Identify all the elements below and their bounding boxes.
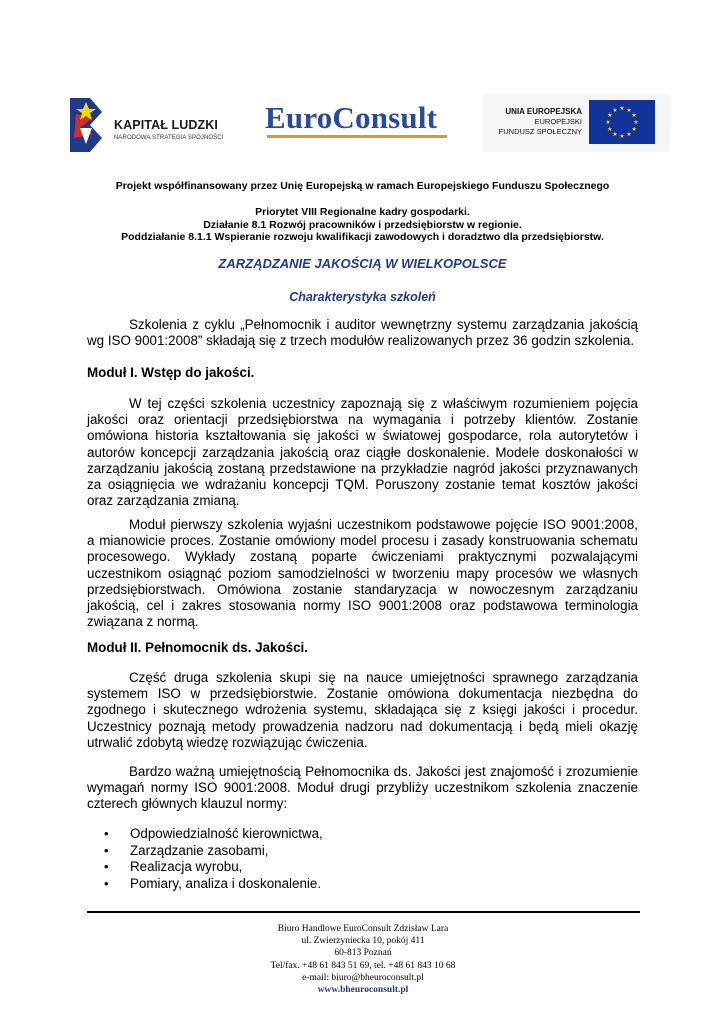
subaction-line: Poddziałanie 8.1.1 Wspieranie rozwoju kwalifikacji zawodowych i doradztwo dla przedsiębiorstw. (121, 231, 604, 243)
eu-efs-text (494, 106, 582, 137)
eu-star-icon: ★ (607, 127, 613, 133)
kapital-ludzki-title: KAPITAŁ LUDZKI (114, 118, 218, 132)
funding-note: Projekt współfinansowany przez Unię Europejską w ramach Europejskiego Funduszu Społecznego (115, 180, 610, 192)
footer-phone: Tel/fax. +48 61 843 51 69, tel. +48 61 843 10 68 (270, 960, 456, 971)
footer-company: Biuro Handlowe EuroConsult Zdzisław Lara (277, 924, 449, 934)
eu-star-icon: ★ (607, 113, 613, 119)
action-line: Działanie 8.1 Rozwój pracowników i przedsiębiorstw w regionie. (203, 218, 522, 231)
eu-star-icon: ★ (631, 127, 637, 133)
module-2-heading: Moduł II. Pełnomocnik ds. Jakości. (87, 640, 308, 655)
footer-city: 60-813 Poznań (334, 948, 392, 959)
kapital-ludzki-logo (70, 98, 240, 152)
footer-divider (87, 911, 640, 913)
kapital-ludzki-subtitle: NARODOWA STRATEGIA SPÓJNOŚCI (114, 135, 224, 141)
euroconsult-wordmark: EuroConsult (265, 100, 438, 135)
footer-email[interactable]: e-mail: biuro@bheuroconsult.pl (302, 972, 424, 983)
priority-block (70, 206, 655, 244)
module-1-paragraph-2: Moduł pierwszy szkolenia wyjaśni uczestnikom podstawowe pojęcie ISO 9001:2008, a mianowicie proces. Zostanie omówiony model procesu i zasady konstruowania schematu procesowego. Wykłady zostaną poparte ćwiczeniami praktycznymi pozwalającymi uczestnikom osiągnąć poziom samodzielności w tworzeniu mapy procesów we własnych przedsiębiorstwach. Omówiona zostanie standaryzacja w nowoczesnym zarządzaniu jakością, cel i zakres stosowania normy ISO 9001:2008 oraz podstawowa terminologia związana z normą. (87, 517, 638, 630)
eu-star-icon: ★ (631, 113, 637, 119)
list-item: • Pomiary, analiza i doskonalenie. (104, 876, 323, 893)
document-title: ZARZĄDZANIE JAKOŚCIĄ W WIELKOPOLSCE (218, 256, 507, 271)
eu-line-fundusz: FUNDUSZ SPOŁECZNY (498, 127, 582, 136)
module-2-paragraph-2: Bardzo ważną umiejętnością Pełnomocnika ds. Jakości jest znajomość i zrozumienie wymagań normy ISO 9001:2008. Moduł drugi przybliży uczestnikom szkolenia znaczenie czterech głównych klauzul normy: (87, 764, 638, 812)
eu-line-unia: UNIA EUROPEJSKA (505, 107, 582, 116)
kapital-ludzki-emblem-icon (70, 98, 104, 152)
list-item: • Realizacja wyrobu, (104, 859, 323, 876)
eu-star-icon: ★ (612, 107, 618, 114)
footer-website-link[interactable]: www.bheuroconsult.pl (317, 985, 409, 996)
header-logos (70, 88, 670, 158)
euroconsult-logo (265, 102, 455, 140)
eu-star-icon: ★ (633, 120, 639, 126)
eu-star-icon: ★ (619, 134, 625, 140)
list-item: • Zarządzanie zasobami, (104, 843, 323, 860)
eu-star-icon: ★ (612, 132, 618, 139)
module-2-paragraph-1: Część druga szkolenia skupi się na nauce umiejętności sprawnego zarządzania systemem ISO w przedsiębiorstwie. Zostanie omówiona dokumentacja niezbędna do zgodnego i skutecznego wdrożenia systemu, składająca się z księgi jakości i procedur. Uczestnicy poznają metody prowadzenia nadzoru nad dokumentacją i będą mieli okazję utrwalić zdobytą wiedzę rozwiązując ćwiczenia. (87, 670, 638, 750)
footer-street: ul. Zwierzyniecka 10, pokój 411 (301, 936, 425, 947)
intro-paragraph: Szkolenia z cyklu „Pełnomocnik i auditor wewnętrzny systemu zarządzania jakością wg ISO 9001:2008” składają się z trzech modułów realizowanych przez 36 godzin szkolenia. (87, 317, 638, 349)
eu-line-europejski: EUROPEJSKI (534, 117, 582, 126)
module-1-paragraph-1: W tej części szkolenia uczestnicy zapoznają się z właściwym rozumieniem pojęcia jakości oraz orientacji przedsiębiorstwa na wymagania i potrzeby klientów. Zostanie omówiona historia kształtowania się jakości w światowej gospodarce, rola autorytetów i autorów koncepcji zarządzania jakością oraz ciągłe doskonalenie. Modele doskonałości w zarządzaniu jakością zostaną przedstawione na przykładzie nagród jakości przyznawanych za osiągnięcia we wdrażaniu koncepcji TQM. Poruszony zostanie temat kosztów jakości oraz zarządzania zmianą. (87, 396, 638, 509)
eu-flag-icon (589, 100, 655, 144)
eu-efs-logo (482, 94, 670, 152)
eu-star-icon: ★ (605, 120, 611, 126)
module-1-heading: Moduł I. Wstęp do jakości. (87, 365, 255, 380)
eu-star-icon: ★ (626, 132, 632, 139)
document-subtitle: Charakterystyka szkoleń (289, 290, 436, 304)
list-item: • Odpowiedzialność kierownictwa, (104, 826, 323, 843)
clauses-list (104, 826, 323, 892)
euroconsult-underline (267, 135, 447, 138)
eu-star-icon: ★ (619, 106, 625, 112)
footer-contact (213, 923, 513, 996)
priority-line: Priorytet VIII Regionalne kadry gospodarki. (255, 206, 470, 218)
eu-star-icon: ★ (626, 107, 632, 114)
